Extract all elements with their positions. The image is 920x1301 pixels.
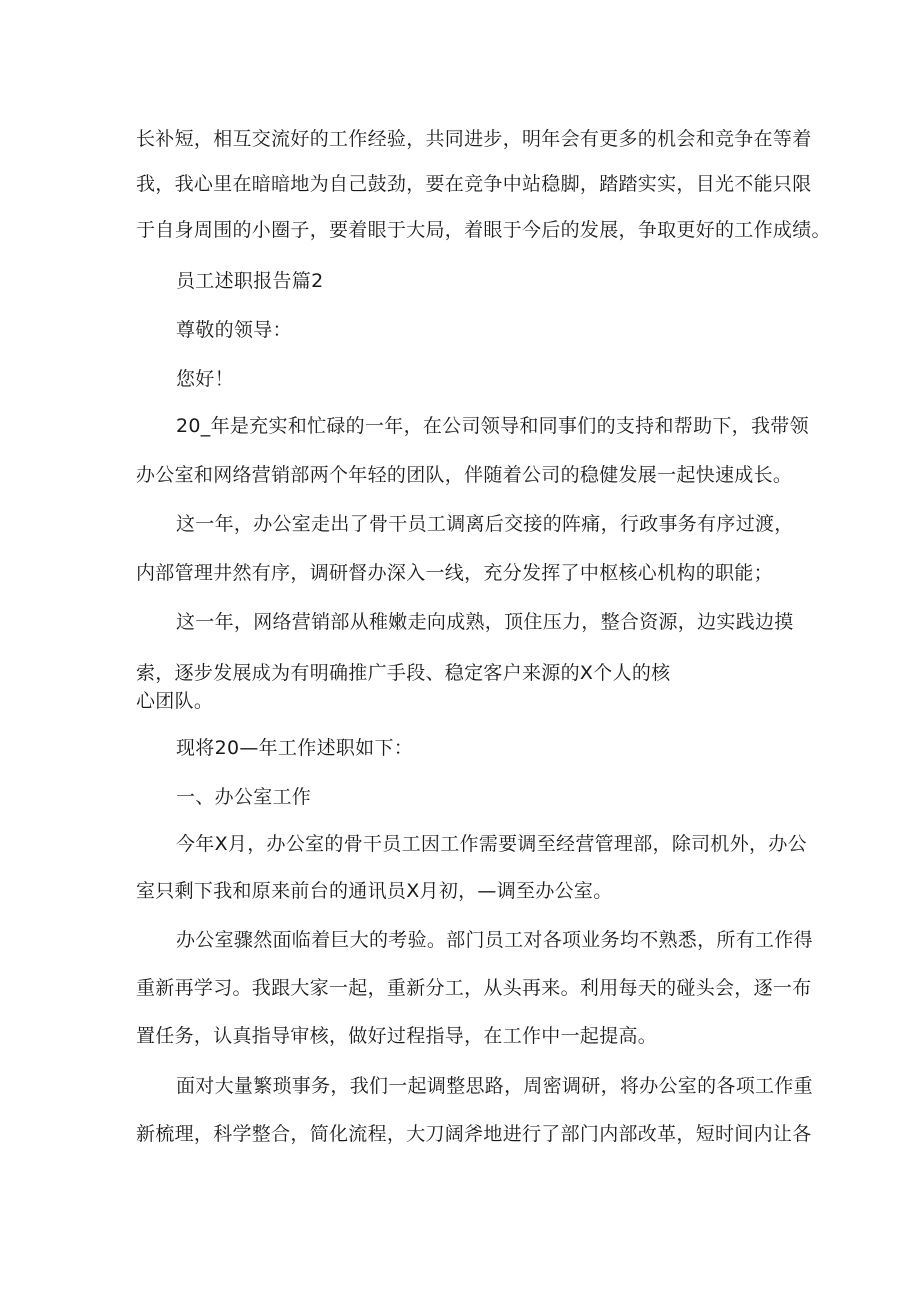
salutation: 尊敬的领导： (176, 319, 292, 341)
text-line: 我，我心里在暗暗地为自己鼓劲，要在竞争中站稳脚，踏踏实实，目光不能只限 (136, 173, 812, 195)
text-line: 索，逐步发展成为有明确推广手段、稳定客户来源的X个人的核 (136, 662, 671, 684)
text-line: 心团队。 (136, 690, 214, 712)
text-line: 办公室骤然面临着巨大的考验。部门员工对各项业务均不熟悉，所有工作得 (176, 929, 813, 951)
text-line: 这一年，网络营销部从稚嫩走向成熟，顶住压力，整合资源，边实践边摸 (176, 611, 794, 633)
greeting: 您好！ (176, 368, 234, 390)
section-heading: 员工述职报告篇2 (176, 270, 324, 292)
text-line: 现将20—年工作述职如下： (176, 737, 414, 759)
text-line: 置任务，认真指导审核，做好过程指导，在工作中一起提高。 (136, 1025, 658, 1047)
text-line: 长补短，相互交流好的工作经验，共同进步，明年会有更多的机会和竞争在等着 (136, 128, 812, 150)
text-line: 这一年，办公室走出了骨干员工调离后交接的阵痛，行政事务有序过渡， (176, 513, 794, 535)
text-line: 20_年是充实和忙碌的一年，在公司领导和同事们的支持和帮助下，我带领 (176, 415, 809, 437)
text-line: 面对大量繁琐事务，我们一起调整思路，周密调研，将办公室的各项工作重 (176, 1075, 813, 1097)
text-line: 今年X月，办公室的骨干员工因工作需要调至经营管理部，除司机外，办公 (176, 833, 807, 855)
text-line: 室只剩下我和原来前台的通讯员X月初，—调至办公室。 (136, 880, 613, 902)
subsection-heading: 一、办公室工作 (176, 786, 312, 808)
text-line: 办公室和网络营销部两个年轻的团队，伴随着公司的稳健发展一起快速成长。 (136, 464, 793, 486)
text-line: 重新再学习。我跟大家一起，重新分工，从头再来。利用每天的碰头会，逐一布 (136, 977, 812, 999)
text-line: 内部管理井然有序，调研督办深入一线，充分发挥了中枢核心机构的职能； (136, 562, 773, 584)
text-line: 新梳理，科学整合，简化流程，大刀阔斧地进行了部门内部改革，短时间内让各 (136, 1123, 812, 1145)
text-line: 于自身周围的小圈子，要着眼于大局，着眼于今后的发展，争取更好的工作成绩。 (136, 219, 831, 241)
